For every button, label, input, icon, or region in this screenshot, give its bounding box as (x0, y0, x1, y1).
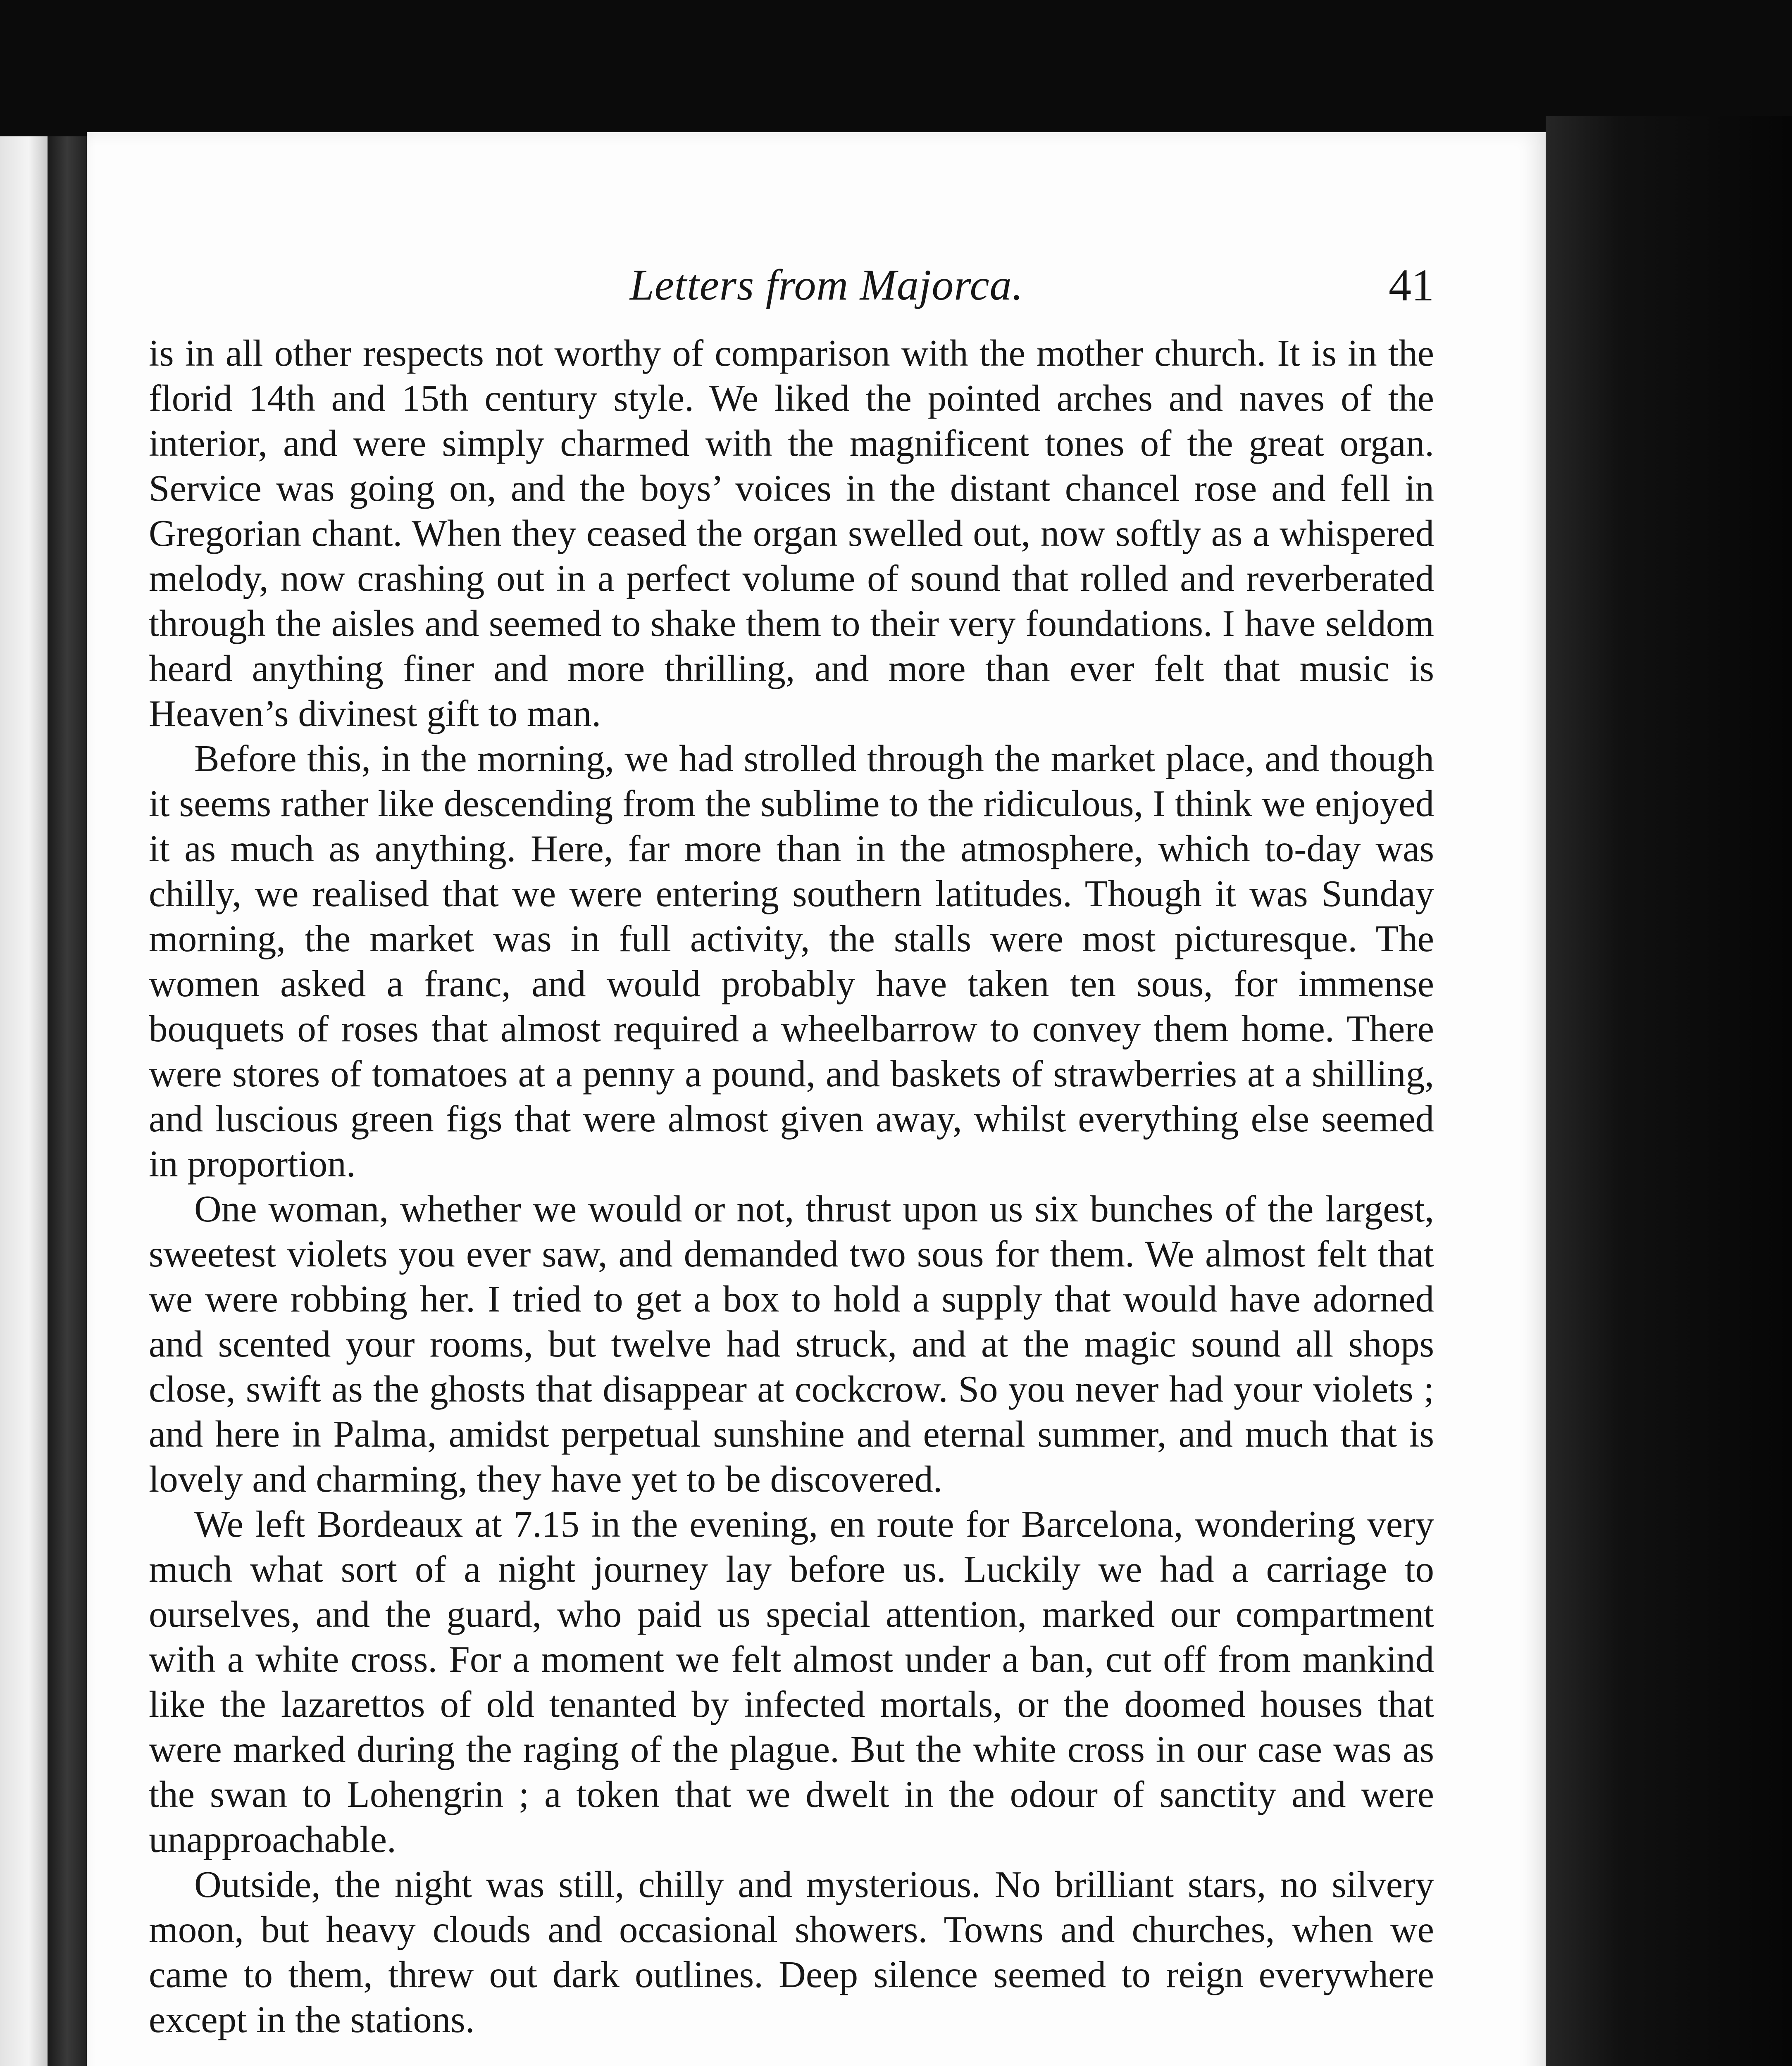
book-page (87, 132, 1546, 2066)
book-gutter (48, 136, 87, 2066)
paragraph: Before this, in the morning, we had strolled through the market place, and though it seems rather like descending from the sublime to the ridiculous, I think we enjoyed it as much as anything. Here, far more than in the atmosphere, which to-day was chilly, we realised that we were entering southern latitudes. Though it was Sunday morning, the market was in full activity, the stalls were most picturesque. The women asked a franc, and would probably have taken ten sous, for immense bouquets of roses that almost required a wheelbarrow to convey them home. There were stores of tomatoes at a penny a pound, and baskets of strawberries at a shilling, and luscious green figs that were almost given away, whilst everything else seemed in proportion. (149, 738, 1434, 1185)
running-head (87, 244, 1546, 326)
facing-page-edge (0, 136, 48, 2066)
body-text (149, 331, 1434, 2042)
scanner-background (1546, 116, 1792, 2066)
running-head-title: Letters from Majorca. (629, 261, 1024, 309)
page-number: 41 (1389, 260, 1434, 310)
paragraph-continued: is in all other respects not worthy of comparison with the mother church. It is in the florid 14th and 15th century style. We liked the pointed arches and naves of the interior, and were simply charmed with the magnificent tones of the great organ. Service was going on, and the boys’ voices in the distant chancel rose and fell in Gregorian chant. When they ceased the organ swelled out, now softly as a whispered melody, now crashing out in a perfect volume of sound that rolled and reverberated through the aisles and seemed to shake them to their very foundations. I have seldom heard anything finer and more thrilling, and more than ever felt that music is Heaven’s divinest gift to man. (149, 332, 1434, 734)
paragraph: We left Bordeaux at 7.15 in the evening, en route for Barcelona, wondering very much what sort of a night journey lay before us. Luckily we had a carriage to ourselves, and the guard, who paid us special attention, marked our compartment with a white cross. For a moment we felt almost under a ban, cut off from mankind like the lazarettos of old tenanted by infected mortals, or the doomed houses that were marked during the raging of the plague. But the white cross in our case was as the swan to Lohengrin ; a token that we dwelt in the odour of sanctity and were unapproachable. (149, 1503, 1434, 1860)
paragraph: One woman, whether we would or not, thrust upon us six bunches of the largest, sweetest violets you ever saw, and demanded two sous for them. We almost felt that we were robbing her. I tried to get a box to hold a supply that would have adorned and scented your rooms, but twelve had struck, and at the magic sound all shops close, swift as the ghosts that disappear at cockcrow. So you never had your violets ; and here in Palma, amidst perpetual sunshine and eternal summer, and much that is lovely and charming, they have yet to be discovered. (149, 1188, 1434, 1500)
paragraph: Outside, the night was still, chilly and mysterious. No brilliant stars, no silvery moon, but heavy clouds and occasional showers. Towns and churches, when we came to them, threw out dark outlines. Deep silence seemed to reign everywhere except in the stations. (149, 1864, 1434, 2040)
